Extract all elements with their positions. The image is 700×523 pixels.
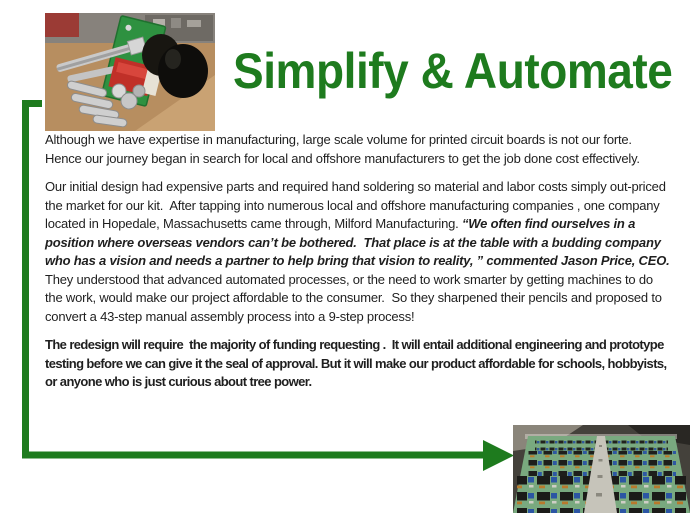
text-segment: The redesign will require the majority of funding requesting . It will entail additional engineering and prototype testing before we can give it the seal of approval. But it will make our product affordable for schools, hobbyists, or anyone who is just curious about tree power. [45,337,670,389]
assembly-line-photo [513,425,690,513]
text-segment: They understood that advanced automated processes, or the need to work smarter by getting machines to do the work, would make our project affordable to the consumer. So they sharpened their pencils and proposed to convert a 43-step manual assembly process into a 9-step process! [45,253,677,324]
arrow-head [483,440,514,471]
slide-title-text: Simplify & Automate [233,43,673,99]
story-paragraph [45,178,677,326]
intro-paragraph [45,131,672,168]
redesign-paragraph [45,336,672,392]
slide-title [233,44,700,98]
text-segment: Our initial design had expensive parts and required hand soldering so material and labor costs simply out-priced the market for our kit. After tapping into numerous local and offshore manufacturing companies , one company located in Hopedale, Massachusetts came through, Milford Manufacturing. [45,179,670,231]
toggle-switch-photo [45,13,215,131]
text-segment: Although we have expertise in manufacturing, large scale volume for printed circuit boards is not our forte. Hence our journey began in search for local and offshore manufacturers to get the job done cost effectively. [45,132,640,166]
body-text-block [45,131,677,402]
text-segment: “We often find ourselves in a position where overseas vendors can’t be bothered. That place is at the table with a budding company who has a vision and needs a partner to help bring that vision to reality, ” commented Jason Price, CEO. [45,216,670,268]
